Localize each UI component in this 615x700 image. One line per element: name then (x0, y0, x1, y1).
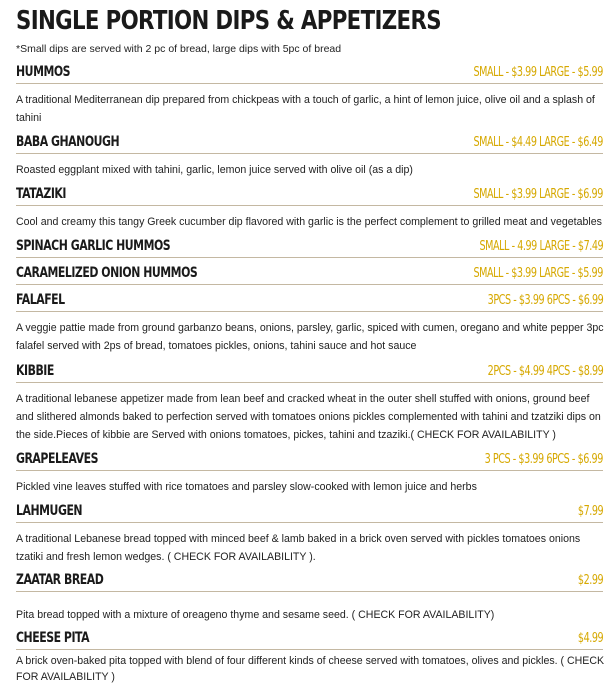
menu-item-header (16, 630, 603, 650)
item-description: A traditional Lebanese bread topped with minced beef & lamb baked in a brick oven served with pickles tomatoes onions tzatiki and fresh lemon wedges. ( CHECK FOR AVAILABILITY ). (16, 533, 581, 563)
menu-item-header (16, 238, 603, 258)
item-price: $4.99 (577, 631, 603, 646)
item-name: TATAZIKI (16, 186, 67, 202)
item-price: SMALL - $4.49 LARGE - $6.49 (473, 135, 603, 150)
item-price: $2.99 (577, 573, 603, 588)
item-name: HUMMOS (16, 64, 71, 80)
menu-item-header (16, 134, 603, 154)
bread-note: *Small dips are served with 2 pc of bread, large dips with 5pc of bread (16, 43, 342, 55)
item-description: A brick oven-baked pita topped with blend of four different kinds of cheese served with tomatoes, olives and pickles. ( CHECK FOR AVAILABILITY ) (16, 655, 605, 683)
item-name: KIBBIE (16, 363, 54, 379)
item-description: Roasted eggplant mixed with tahini, garlic, lemon juice served with olive oil (as a dip) (16, 164, 413, 176)
item-price: SMALL - $3.99 LARGE - $5.99 (473, 65, 603, 80)
item-name: SPINACH GARLIC HUMMOS (16, 238, 171, 254)
item-name: BABA GHANOUGH (16, 134, 120, 150)
menu-item-header (16, 292, 603, 312)
item-price: 3 PCS - $3.99 6PCS - $6.99 (484, 452, 603, 467)
item-description: Pickled vine leaves stuffed with rice tomatoes and parsley slow-cooked with lemon juice and herbs (16, 481, 477, 493)
item-name: GRAPELEAVES (16, 451, 99, 467)
item-price: SMALL - $3.99 LARGE - $5.99 (473, 266, 603, 281)
item-price: 2PCS - $4.99 4PCS - $8.99 (487, 364, 603, 379)
item-description: A veggie pattie made from ground garbanzo beans, onions, parsley, garlic, spiced with cumen, oregano and white pepper 3pc falafel served with 2ps of bread, tomatoes pickles, onions, tahini sauce and hot sauce (16, 322, 604, 352)
menu-item-header (16, 186, 603, 206)
item-price: 3PCS - $3.99 6PCS - $6.99 (487, 293, 603, 308)
menu-item-header (16, 265, 603, 285)
item-price: SMALL - $3.99 LARGE - $6.99 (473, 187, 603, 202)
item-name: CHEESE PITA (16, 630, 90, 646)
item-name: FALAFEL (16, 292, 65, 308)
item-description: Pita bread topped with a mixture of oreageno thyme and sesame seed. ( CHECK FOR AVAILABILITY) (16, 609, 495, 621)
menu-item-header (16, 503, 603, 523)
menu-item-header (16, 64, 603, 84)
menu-item-header (16, 572, 603, 592)
item-description: A traditional lebanese appetizer made from lean beef and cracked wheat in the outer shell stuffed with onions, ground beef and slithered almonds baked to perfection served with tomatoes onions pickles complemented with tahini and tzatziki dips on the side.Pieces of kibbie are Served with onions tomatoes, pickes, tahini and tzaziki.( CHECK FOR AVAILABILITY ) (16, 393, 601, 441)
menu-item-header (16, 363, 603, 383)
menu-item-header (16, 451, 603, 471)
item-description: Cool and creamy this tangy Greek cucumber dip flavored with garlic is the perfect complement to grilled meat and vegetables (16, 216, 602, 228)
item-name: CARAMELIZED ONION HUMMOS (16, 265, 198, 281)
item-description: A traditional Mediterranean dip prepared from chickpeas with a touch of garlic, a hint of lemon juice, olive oil and a splash of tahini (16, 94, 595, 124)
item-price: $7.99 (577, 504, 603, 519)
item-price: SMALL - 4.99 LARGE - $7.49 (479, 239, 603, 254)
item-name: LAHMUGEN (16, 503, 83, 519)
item-name: ZAATAR BREAD (16, 572, 104, 588)
page-title: SINGLE PORTION DIPS & APPETIZERS (16, 6, 441, 36)
